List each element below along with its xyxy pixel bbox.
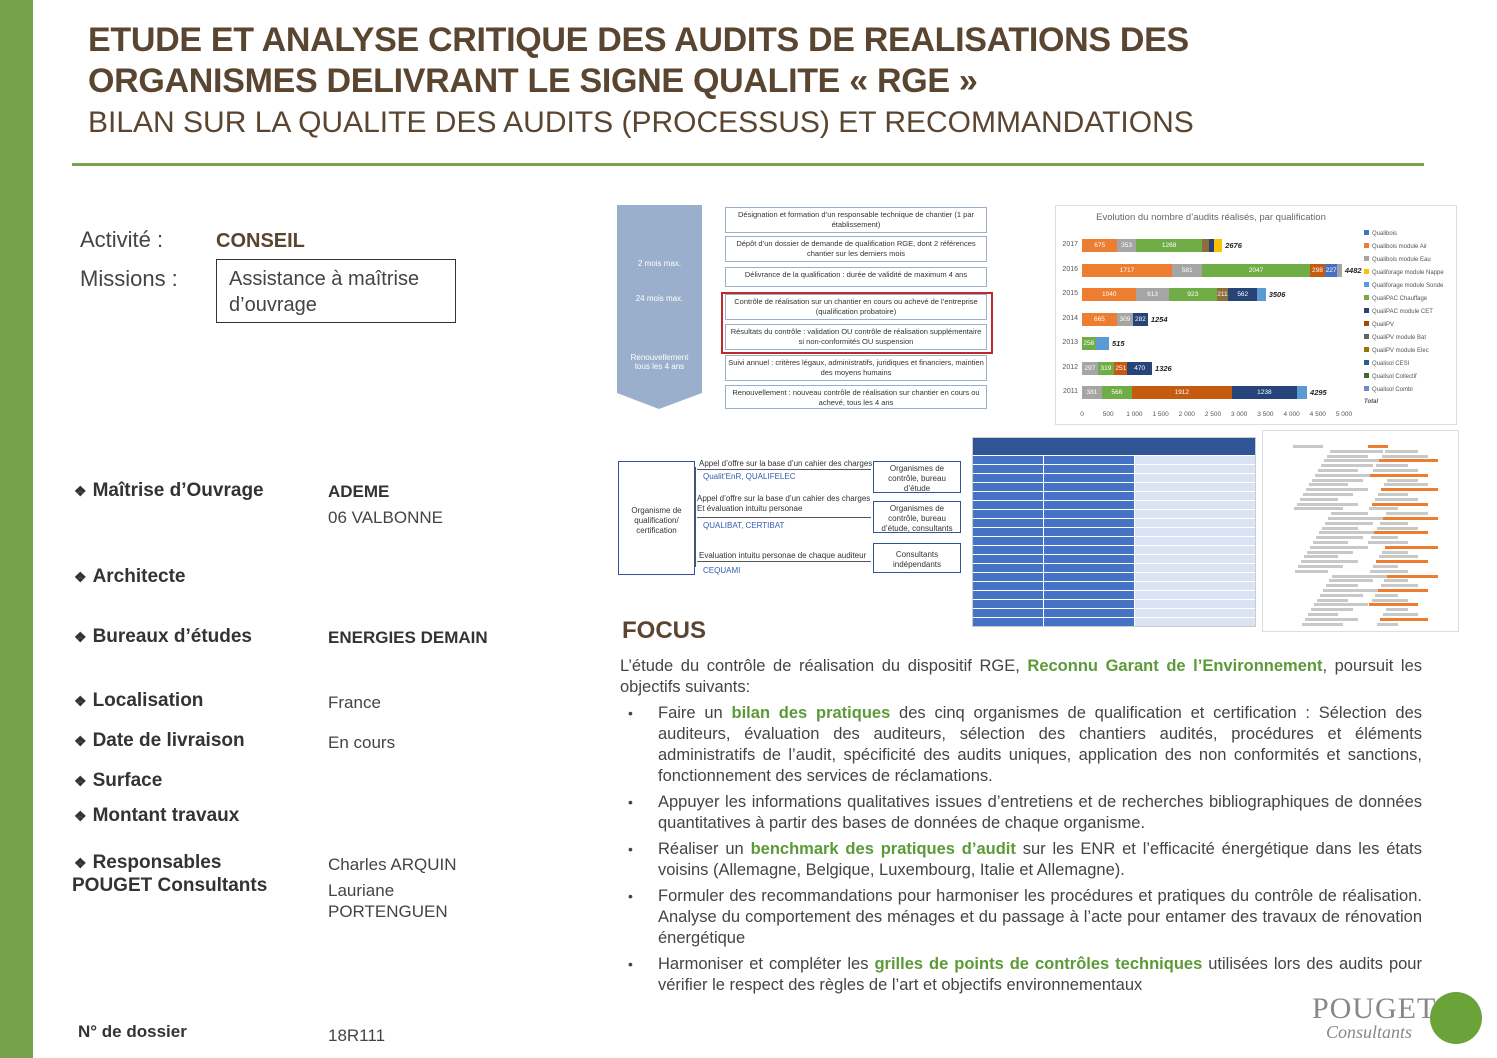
timeline-label: 2 mois max. xyxy=(637,259,682,268)
thumbnail-bar xyxy=(1380,522,1408,525)
thumbnail-bar xyxy=(1370,570,1408,573)
thumbnail-bar xyxy=(1379,555,1418,558)
org-qualification-box: Organisme de qualification/ certification xyxy=(618,461,695,575)
table-row xyxy=(973,474,1255,483)
legend-swatch xyxy=(1364,256,1369,261)
thumbnail-bar xyxy=(1313,541,1348,544)
thumbnail-bar xyxy=(1328,517,1388,520)
legend-entry: Qualisol Combi xyxy=(1364,386,1413,393)
table-row xyxy=(973,501,1255,510)
thumbnail-bar xyxy=(1375,498,1418,501)
thumbnail-bar xyxy=(1312,479,1363,482)
thumbnail-bar xyxy=(1369,603,1418,606)
legend-swatch xyxy=(1364,373,1369,378)
thumbnail-bar xyxy=(1368,541,1408,544)
bar-segment: 319 xyxy=(1098,362,1115,375)
bar-segment: 613 xyxy=(1136,288,1168,301)
thumbnail-bar xyxy=(1378,493,1408,496)
org-target-box: Organismes de contrôle, bureau d’étude, consultants xyxy=(873,501,961,533)
legend-swatch xyxy=(1364,230,1369,235)
table-row xyxy=(973,519,1255,528)
diamond-bullet-icon: ❖ xyxy=(74,483,87,499)
legend-entry: Qualiforage module Sonde xyxy=(1364,282,1443,289)
table-row xyxy=(973,573,1255,582)
field-bureaux: ❖ Bureaux d’études xyxy=(74,626,252,647)
dossier-value: 18R111 xyxy=(328,1026,386,1045)
bar-segment xyxy=(1214,239,1222,252)
thumbnail-bar xyxy=(1381,488,1438,491)
header-divider xyxy=(72,163,1424,166)
legend-entry: Qualibois xyxy=(1364,230,1397,237)
bar-segment xyxy=(1257,288,1265,301)
responsable-2-last: PORTENGUEN xyxy=(328,902,448,921)
thumbnail-bar xyxy=(1387,575,1438,578)
process-step: Délivrance de la qualification : durée de validité de maximum 4 ans xyxy=(725,267,987,287)
thumbnail-bar xyxy=(1332,575,1388,578)
organisation-diagram xyxy=(617,455,965,580)
thumbnail-bar xyxy=(1372,503,1428,506)
field-responsables: ❖ Responsables xyxy=(74,852,222,873)
bar-segment: 381 xyxy=(1082,386,1102,399)
x-tick-label: 2 000 xyxy=(1178,411,1195,418)
thumbnail-bar xyxy=(1379,459,1438,462)
responsable-1: Charles ARQUIN xyxy=(328,855,457,874)
thumbnail-bar xyxy=(1387,479,1418,482)
audit-criteria-table xyxy=(972,437,1256,627)
legend-entry: Qualisol CESI xyxy=(1364,360,1409,367)
table-row xyxy=(973,492,1255,501)
legend-entry: Total xyxy=(1364,399,1379,405)
bar-segment: 2047 xyxy=(1202,264,1309,277)
x-tick-label: 2 500 xyxy=(1204,411,1222,418)
connector-line xyxy=(697,469,871,470)
diamond-bullet-icon: ❖ xyxy=(74,693,87,709)
thumbnail-bar xyxy=(1382,455,1428,458)
thumbnail-bar xyxy=(1326,584,1358,587)
table-row xyxy=(973,528,1255,537)
thumbnail-bar xyxy=(1321,464,1373,467)
x-tick-label: 3 000 xyxy=(1231,411,1248,418)
org-route-examples: Qualit’EnR, QUALIFELEC xyxy=(703,472,796,481)
x-tick-label: 5 000 xyxy=(1335,411,1353,418)
thumbnail-bar xyxy=(1383,613,1418,616)
bar-segment xyxy=(1297,386,1307,399)
y-tick-label: 2015 xyxy=(1062,290,1078,297)
localisation-value: France xyxy=(328,693,381,712)
table-row xyxy=(973,483,1255,492)
process-step: Renouvellement : nouveau contrôle de réalisation sur chantier en cours ou achevé, tous les 4 ans xyxy=(725,385,987,409)
org-route-text: Appel d’offre sur la base d’un cahier des charges Et évaluation intuitu personae xyxy=(697,494,871,513)
bar-segment: 258 xyxy=(1082,337,1096,350)
focus-heading: FOCUS xyxy=(622,617,706,644)
timeline-label: 24 mois max. xyxy=(635,294,684,303)
bar-segment: 297 xyxy=(1082,362,1098,375)
diamond-bullet-icon: ❖ xyxy=(74,773,87,789)
bar-segment: 665 xyxy=(1082,313,1117,326)
thumbnail-bar xyxy=(1308,613,1338,616)
diamond-bullet-icon: ❖ xyxy=(74,855,87,871)
highlight-frame xyxy=(721,292,993,354)
process-step: Désignation et formation d’un responsable technique de chantier (1 par établissement) xyxy=(725,207,987,233)
bar-total-label: 3506 xyxy=(1268,290,1286,299)
bar-segment: 562 xyxy=(1228,288,1257,301)
thumbnail-bar xyxy=(1386,512,1428,515)
thumbnail-bar xyxy=(1384,579,1408,582)
bar-segment: 470 xyxy=(1127,362,1152,375)
thumbnail-bar xyxy=(1385,450,1418,453)
list-item: • Harmoniser et compléter les grilles de points de contrôles techniques utilisées lors des audits pour vérifier le respect des règles de l’art et objectifs environnementaux xyxy=(620,954,1422,996)
y-tick-label: 2013 xyxy=(1062,339,1078,346)
bar-segment xyxy=(1096,337,1109,350)
thumbnail-bar xyxy=(1327,455,1368,458)
thumbnail-bar xyxy=(1373,469,1418,472)
legend-entry: QualiPV module Elec xyxy=(1364,347,1429,354)
field-moa: ❖ Maîtrise d’Ouvrage xyxy=(74,480,264,501)
bar-total-label: 2676 xyxy=(1225,241,1242,250)
field-montant: ❖ Montant travaux xyxy=(74,805,240,826)
bar-segment: 227 xyxy=(1325,264,1337,277)
connector-line xyxy=(697,561,871,562)
bar-segment: 309 xyxy=(1117,313,1133,326)
left-accent-bar xyxy=(0,0,33,1058)
diamond-bullet-icon: ❖ xyxy=(74,808,87,824)
bar-total-label: 4482 xyxy=(1344,265,1362,275)
x-tick-label: 1 000 xyxy=(1126,411,1143,418)
thumbnail-bar xyxy=(1307,551,1353,554)
legend-swatch xyxy=(1364,386,1369,391)
timeline-label: Renouvellement tous les 4 ans xyxy=(630,353,689,371)
bar-segment: 282 xyxy=(1133,313,1148,326)
table-row xyxy=(973,591,1255,600)
thumbnail-bar xyxy=(1376,464,1408,467)
activity-value: CONSEIL xyxy=(216,230,305,252)
field-localisation: ❖ Localisation xyxy=(74,690,204,711)
legend-entry: Qualisol Collectif xyxy=(1364,373,1417,380)
table-row xyxy=(973,537,1255,546)
legend-entry: QualiPV module Bat xyxy=(1364,334,1426,341)
org-route-examples: CEQUAMI xyxy=(703,566,741,575)
legend-entry: Qualiforage module Nappe xyxy=(1364,269,1444,276)
thumbnail-bar xyxy=(1386,608,1408,611)
thumbnail-bar xyxy=(1375,594,1398,597)
legend-swatch xyxy=(1364,334,1369,339)
thumbnail-bar xyxy=(1380,618,1428,621)
table-row xyxy=(973,555,1255,564)
bar-total-label: 515 xyxy=(1111,339,1125,348)
responsable-2-first: Lauriane xyxy=(328,881,395,900)
connector-line xyxy=(697,517,871,518)
diamond-bullet-icon: ❖ xyxy=(74,629,87,645)
thumbnail-bar xyxy=(1382,551,1408,554)
bar-total-label: 4295 xyxy=(1310,388,1327,397)
thumbnail-bar xyxy=(1311,608,1353,611)
thumbnail-bar xyxy=(1320,594,1363,597)
thumbnail-bar xyxy=(1297,503,1358,506)
table-row xyxy=(973,609,1255,618)
missions-label: Missions : xyxy=(80,266,178,291)
org-route-examples: QUALIBAT, CERTIBAT xyxy=(703,521,785,530)
bar-segment: 251 xyxy=(1114,362,1127,375)
legend-swatch xyxy=(1364,282,1369,287)
bar-segment: 1717 xyxy=(1082,264,1172,277)
thumbnail-bar xyxy=(1384,483,1428,486)
thumbnail-bar xyxy=(1374,531,1428,534)
bar-total-label: 1254 xyxy=(1150,314,1168,324)
thumbnail-bar xyxy=(1322,527,1358,530)
table-row xyxy=(973,618,1255,627)
thumbnail-bar xyxy=(1323,589,1378,592)
thumbnail-bar xyxy=(1298,565,1343,568)
table-row xyxy=(973,510,1255,519)
bar-segment: 568 xyxy=(1102,386,1132,399)
bar-segment: 1238 xyxy=(1232,386,1297,399)
legend-swatch xyxy=(1364,321,1369,326)
thumbnail-bar xyxy=(1303,493,1353,496)
page-title xyxy=(88,20,1189,102)
thumbnail-bar xyxy=(1368,445,1388,448)
thumbnail-bar xyxy=(1383,517,1438,520)
bar-segment: 675 xyxy=(1082,239,1117,252)
thumbnail-bar xyxy=(1381,584,1418,587)
field-architecte: ❖ Architecte xyxy=(74,566,186,587)
bar-segment xyxy=(1337,264,1342,277)
responsables-company: POUGET Consultants xyxy=(72,875,268,896)
thumbnail-bar xyxy=(1378,589,1428,592)
org-route-text: Evaluation intuitu personae de chaque auditeur xyxy=(699,551,867,560)
table-row xyxy=(973,600,1255,609)
thumbnail-bar xyxy=(1316,536,1363,539)
focus-objectives-list xyxy=(620,703,1422,1001)
bar-segment: 211 xyxy=(1217,288,1228,301)
thumbnail-bar xyxy=(1373,565,1398,568)
process-step: Suivi annuel : critères légaux, administratifs, juridiques et financiers, maintien des moyens humains xyxy=(725,355,987,381)
y-tick-label: 2014 xyxy=(1062,314,1078,322)
livraison-value: En cours xyxy=(328,733,396,752)
thumbnail-bar xyxy=(1300,498,1338,501)
thumbnail-bar xyxy=(1325,522,1373,525)
process-step: Dépôt d’un dossier de demande de qualification RGE, dont 2 références chantier sur les derniers mois xyxy=(725,236,987,262)
thumbnail-bar xyxy=(1377,527,1418,530)
legend-swatch xyxy=(1364,308,1369,313)
y-tick-label: 2016 xyxy=(1062,265,1078,273)
list-item: • Faire un bilan des pratiques des cinq organismes de qualification et certification : Sélection des auditeurs, évaluation des auditeurs, sélection des chantiers audités, procédures et éléments administratifs de l’audit, spécificité des audits uniques, application des non conformités et sanctions, fonctionnement des services de réclamations. xyxy=(620,703,1422,787)
table-row xyxy=(973,564,1255,573)
logo-name: POUGET xyxy=(1312,992,1437,1025)
bar-segment: 1040 xyxy=(1082,288,1136,301)
list-item: • Appuyer les informations qualitatives issues d’entretiens et de recherches bibliographiques de données quantitatives à partir des bases de données de chaque organisme. xyxy=(620,792,1422,834)
bar-segment: 353 xyxy=(1117,239,1135,252)
legend-swatch xyxy=(1364,295,1369,300)
org-route-text: Appel d’offre sur la base d’un cahier des charges xyxy=(699,459,873,468)
x-tick-label: 0 xyxy=(1080,411,1084,418)
thumbnail-bar xyxy=(1329,579,1373,582)
thumbnail-bar xyxy=(1372,599,1408,602)
process-step: Résultats du contrôle : validation OU contrôle de réalisation supplémentaire si non-conformités OU suspension xyxy=(725,324,987,350)
table-header xyxy=(973,438,1255,455)
logo-subtitle: Consultants xyxy=(1326,1022,1413,1042)
bureaux-value: ENERGIES DEMAIN xyxy=(328,628,488,647)
timeline-arrow-tip xyxy=(617,393,702,409)
thumbnail-bar xyxy=(1371,536,1398,539)
thumbnail-bar xyxy=(1315,474,1378,477)
x-tick-label: 4 000 xyxy=(1283,411,1300,418)
x-tick-label: 1 500 xyxy=(1152,411,1169,418)
org-target-box: Organismes de contrôle, bureau d’étude xyxy=(873,461,961,493)
process-diagram xyxy=(617,205,992,410)
thumbnail-bar xyxy=(1330,450,1383,453)
org-target-box: Consultants indépendants xyxy=(873,543,961,573)
legend-swatch xyxy=(1364,243,1369,248)
thumbnail-bar xyxy=(1304,555,1338,558)
missions-value: Assistance à maîtrise d’ouvrage xyxy=(216,259,456,323)
list-item: • Réaliser un benchmark des pratiques d’audit sur les ENR et l’efficacité énergétique dans les états voisins (Allemagne, Belgique, Luxembourg, Italie et Allemagne). xyxy=(620,839,1422,881)
legend-swatch xyxy=(1364,269,1369,274)
x-tick-label: 500 xyxy=(1102,411,1114,418)
y-tick-label: 2011 xyxy=(1062,388,1078,395)
field-livraison: ❖ Date de livraison xyxy=(74,730,245,751)
thumbnail-bar xyxy=(1319,531,1378,534)
thumbnail-bar xyxy=(1306,488,1368,491)
legend-swatch xyxy=(1364,360,1369,365)
bar-segment: 581 xyxy=(1172,264,1202,277)
moa-value: ADEME xyxy=(328,482,390,501)
legend-entry: QualiPV xyxy=(1364,321,1394,328)
bar-segment: 1268 xyxy=(1136,239,1202,252)
connector-line xyxy=(695,467,696,567)
legend-entry: QualiPAC Chauffage xyxy=(1364,295,1427,302)
pouget-logo xyxy=(1312,992,1492,1052)
focus-intro: L’étude du contrôle de réalisation du dispositif RGE, Reconnu Garant de l’Environnement, poursuit les objectifs suivants: xyxy=(620,657,1422,696)
thumbnail-bar xyxy=(1331,512,1368,515)
process-step: Contrôle de réalisation sur un chantier en cours ou achevé de l’entreprise (qualification probatoire) xyxy=(725,294,987,320)
thumbnail-bar xyxy=(1295,570,1328,573)
y-tick-label: 2012 xyxy=(1062,363,1078,371)
thumbnail-bar xyxy=(1370,474,1428,477)
thumbnail-bar xyxy=(1301,560,1358,563)
page-subtitle: BILAN SUR LA QUALITE DES AUDITS (PROCESSUS) ET RECOMMANDATIONS xyxy=(88,106,1194,139)
list-item: • Formuler des recommandations pour harmoniser les procédures et pratiques du contrôle de réalisation. Analyse du comportement des ménages et du passage à l’acte pour entamer des travaux de rénovation énergétique xyxy=(620,886,1422,949)
audits-bar-chart xyxy=(1055,205,1457,425)
thumbnail-bar xyxy=(1369,507,1398,510)
thumbnail-bar xyxy=(1294,507,1343,510)
legend-swatch xyxy=(1364,347,1369,352)
auditors-chart-thumbnail xyxy=(1262,430,1459,632)
thumbnail-bar xyxy=(1310,546,1368,549)
thumbnail-bar xyxy=(1314,603,1368,606)
table-row xyxy=(973,582,1255,591)
x-tick-label: 4 500 xyxy=(1309,411,1326,418)
bar-segment: 1912 xyxy=(1132,386,1232,399)
field-surface: ❖ Surface xyxy=(74,770,163,791)
title-line-2: ORGANISMES DELIVRANT LE SIGNE QUALITE « RGE » xyxy=(88,62,978,100)
legend-entry: Qualibois module Air xyxy=(1364,243,1427,250)
bar-total-label: 1326 xyxy=(1155,363,1172,373)
table-row xyxy=(973,546,1255,555)
thumbnail-bar xyxy=(1317,599,1348,602)
legend-entry: QualiPAC module CET xyxy=(1364,308,1433,315)
bar-segment: 923 xyxy=(1169,288,1217,301)
thumbnail-bar xyxy=(1318,469,1358,472)
activity-label: Activité : xyxy=(80,227,164,252)
diamond-bullet-icon: ❖ xyxy=(74,733,87,749)
bar-segment: 298 xyxy=(1310,264,1326,277)
title-line-1: ETUDE ET ANALYSE CRITIQUE DES AUDITS DE REALISATIONS DES xyxy=(88,21,1189,59)
thumbnail-bar xyxy=(1293,445,1323,448)
thumbnail-bar xyxy=(1305,618,1358,621)
chart-title: Evolution du nombre d’audits réalisés, par qualification xyxy=(1096,212,1326,223)
legend-entry: Qualibois module Eau xyxy=(1364,256,1431,263)
table-row xyxy=(973,465,1255,474)
y-tick-label: 2017 xyxy=(1062,241,1078,248)
thumbnail-bar xyxy=(1376,560,1428,563)
thumbnail-bar xyxy=(1377,623,1398,626)
x-tick-label: 3 500 xyxy=(1257,411,1274,418)
thumbnail-bar xyxy=(1302,623,1343,626)
thumbnail-bar xyxy=(1385,546,1438,549)
dossier-label: N° de dossier xyxy=(78,1022,187,1041)
diamond-bullet-icon: ❖ xyxy=(74,569,87,585)
moa-city: 06 VALBONNE xyxy=(328,508,443,527)
globe-icon xyxy=(1430,992,1482,1044)
thumbnail-bar xyxy=(1309,483,1348,486)
table-row xyxy=(973,456,1255,465)
